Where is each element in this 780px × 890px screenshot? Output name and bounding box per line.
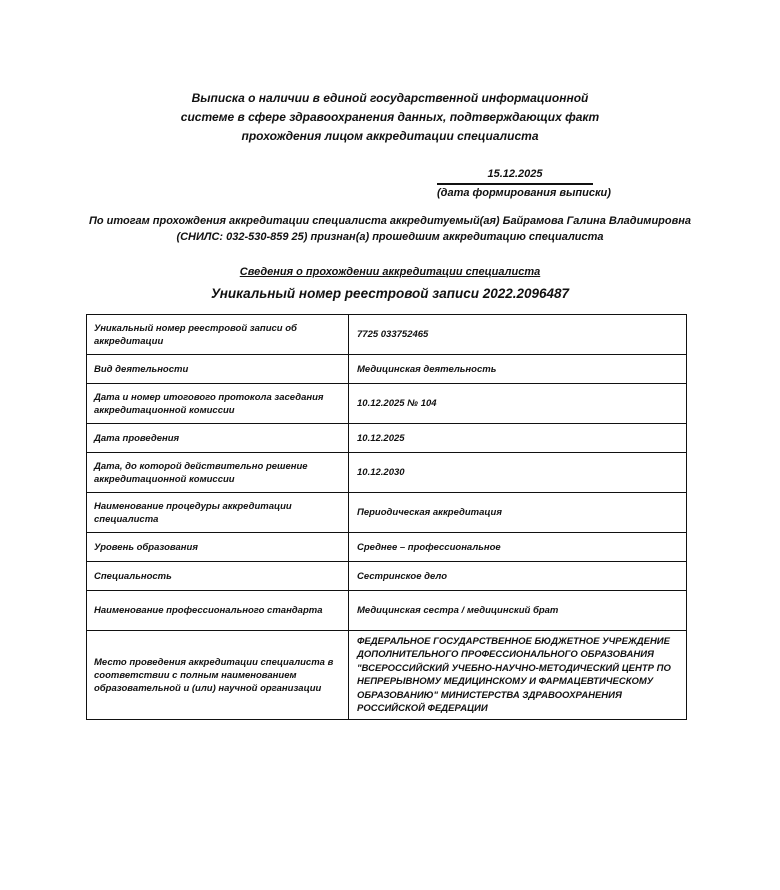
- table-row: [87, 631, 687, 720]
- row-label: Вид деятельности: [87, 355, 349, 384]
- row-label: Дата проведения: [87, 424, 349, 453]
- registry-number: Уникальный номер реестровой записи 2022.2096487: [210, 286, 570, 301]
- table-row: [87, 493, 687, 533]
- row-label: Место проведения аккредитации специалиста в соответствии с полным наименованием образовательной и (или) научной организации: [87, 631, 349, 720]
- row-value: Среднее – профессиональное: [349, 533, 687, 562]
- summary-paragraph: По итогам прохождения аккредитации специалиста аккредитуемый(ая) Байрамова Галина Владимировна (СНИЛС: 032-530-859 25) признан(а) прошедшим аккредитацию специалиста: [88, 215, 692, 243]
- table-row: [87, 355, 687, 384]
- row-label: Уникальный номер реестровой записи об аккредитации: [87, 315, 349, 355]
- issue-date-caption: (дата формирования выписки): [437, 187, 611, 199]
- row-value: Сестринское дело: [349, 562, 687, 591]
- row-label: Специальность: [87, 562, 349, 591]
- row-value: 10.12.2030: [349, 453, 687, 493]
- row-value: Медицинская деятельность: [349, 355, 687, 384]
- row-label: Дата, до которой действительно решение аккредитационной комиссии: [87, 453, 349, 493]
- row-value: 10.12.2025 № 104: [349, 384, 687, 424]
- row-value: 10.12.2025: [349, 424, 687, 453]
- table-row: [87, 533, 687, 562]
- row-value: ФЕДЕРАЛЬНОЕ ГОСУДАРСТВЕННОЕ БЮДЖЕТНОЕ УЧРЕЖДЕНИЕ ДОПОЛНИТЕЛЬНОГО ПРОФЕССИОНАЛЬНОГО ОБРАЗОВАНИЯ "ВСЕРОССИЙСКИЙ УЧЕБНО-НАУЧНО-МЕТОДИЧЕСКИЙ ЦЕНТР ПО НЕПРЕРЫВНОМУ МЕДИЦИНСКОМУ И ФАРМАЦЕВТИЧЕСКОМУ ОБРАЗОВАНИЮ" МИНИСТЕРСТВА ЗДРАВООХРАНЕНИЯ РОССИЙСКОЙ ФЕДЕРАЦИИ: [349, 631, 687, 720]
- row-label: Уровень образования: [87, 533, 349, 562]
- row-label: Наименование процедуры аккредитации специалиста: [87, 493, 349, 533]
- table-row: [87, 453, 687, 493]
- row-value: Периодическая аккредитация: [349, 493, 687, 533]
- table-row: [87, 562, 687, 591]
- table-row: [87, 591, 687, 631]
- row-value: 7725 033752465: [349, 315, 687, 355]
- accreditation-table: [86, 314, 687, 720]
- table-row: [87, 424, 687, 453]
- issue-date-block: [437, 167, 611, 200]
- table-row: [87, 315, 687, 355]
- issue-date: 15.12.2025: [437, 167, 593, 185]
- row-value: Медицинская сестра / медицинский брат: [349, 591, 687, 631]
- table-row: [87, 384, 687, 424]
- document-title: Выписка о наличии в единой государственной информационной системе в сфере здравоохранения данных, подтверждающих факт прохождения лицом аккредитации специалиста: [180, 91, 600, 143]
- row-label: Наименование профессионального стандарта: [87, 591, 349, 631]
- row-label: Дата и номер итогового протокола заседания аккредитационной комиссии: [87, 384, 349, 424]
- section-heading: Сведения о прохождении аккредитации специалиста: [239, 266, 541, 278]
